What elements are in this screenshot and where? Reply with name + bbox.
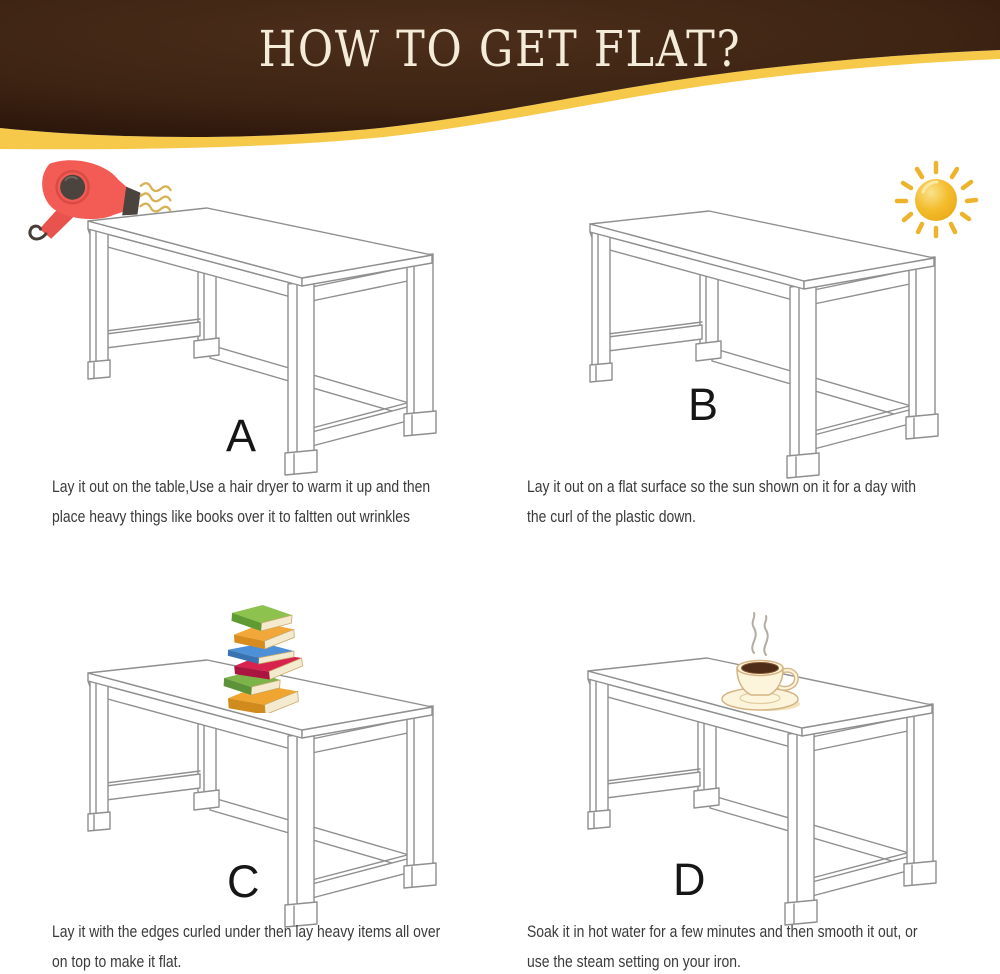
book-stack-icon xyxy=(222,603,304,713)
method-label-b: B xyxy=(688,379,719,430)
page-title: HOW TO GET FLAT? xyxy=(258,20,742,78)
method-a-caption xyxy=(52,472,430,532)
sun-icon xyxy=(890,158,980,242)
coffee-cup-icon xyxy=(710,611,810,719)
method-c-caption xyxy=(52,917,440,974)
method-d-caption xyxy=(527,917,918,974)
caption-line: Lay it with the edges curled under then lay heavy items all over xyxy=(52,922,441,941)
method-label-c: C xyxy=(227,856,260,907)
caption-line: the curl of the plastic down. xyxy=(527,507,696,526)
method-label-d: D xyxy=(673,854,706,905)
caption-line: use the steam setting on your iron. xyxy=(527,952,741,971)
method-label-a: A xyxy=(226,410,257,461)
caption-line: Soak it in hot water for a few minutes and then smooth it out, or xyxy=(527,922,918,941)
caption-line: Lay it out on the table,Use a hair dryer to warm it up and then xyxy=(52,477,431,496)
caption-line: Lay it out on a flat surface so the sun shown on it for a day with xyxy=(527,477,917,496)
caption-line: place heavy things like books over it to faltten out wrinkles xyxy=(52,507,410,526)
hair-dryer-icon xyxy=(18,152,186,244)
method-b-caption xyxy=(527,472,916,532)
caption-line: on top to make it flat. xyxy=(52,952,182,971)
